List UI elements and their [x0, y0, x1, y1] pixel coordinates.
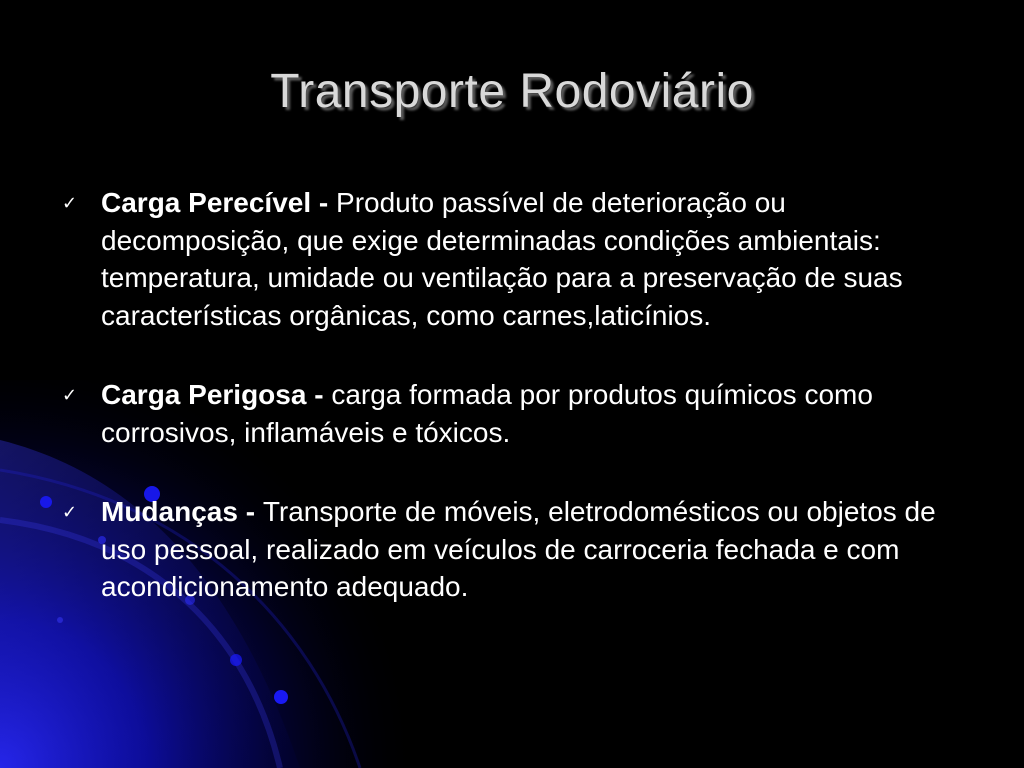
- checkmark-icon: ✓: [62, 193, 78, 214]
- bullet-item-mudancas: [62, 493, 962, 606]
- slide-title: Transporte Rodoviário: [270, 65, 754, 118]
- bullet-list: [62, 184, 962, 606]
- bullet-term: Carga Perecível -: [101, 187, 337, 218]
- bullet-item-carga-perigosa: [62, 376, 962, 451]
- bullet-text: Transporte de móveis, eletrodomésticos ou objetos de uso pessoal, realizado em veículos de carroceria fechada e com acondicionamento adequado.: [101, 496, 936, 602]
- checkmark-icon: ✓: [62, 385, 78, 406]
- decor-dot: [57, 617, 63, 623]
- bullet-text: carga formada por produtos químicos como corrosivos, inflamáveis e tóxicos.: [101, 379, 873, 448]
- bullet-term: Mudanças -: [101, 496, 263, 527]
- checkmark-icon: ✓: [62, 502, 78, 523]
- decor-dot: [274, 690, 288, 704]
- bullet-item-carga-perecivel: [62, 184, 962, 334]
- bullet-term: Carga Perigosa -: [101, 379, 332, 410]
- decor-dot: [230, 654, 242, 666]
- decor-dot: [40, 496, 52, 508]
- bullet-text: Produto passível de deterioração ou decomposição, que exige determinadas condições ambientais: temperatura, umidade ou ventilação para a preservação de suas características orgânicas, como carnes,laticínios.: [101, 187, 903, 331]
